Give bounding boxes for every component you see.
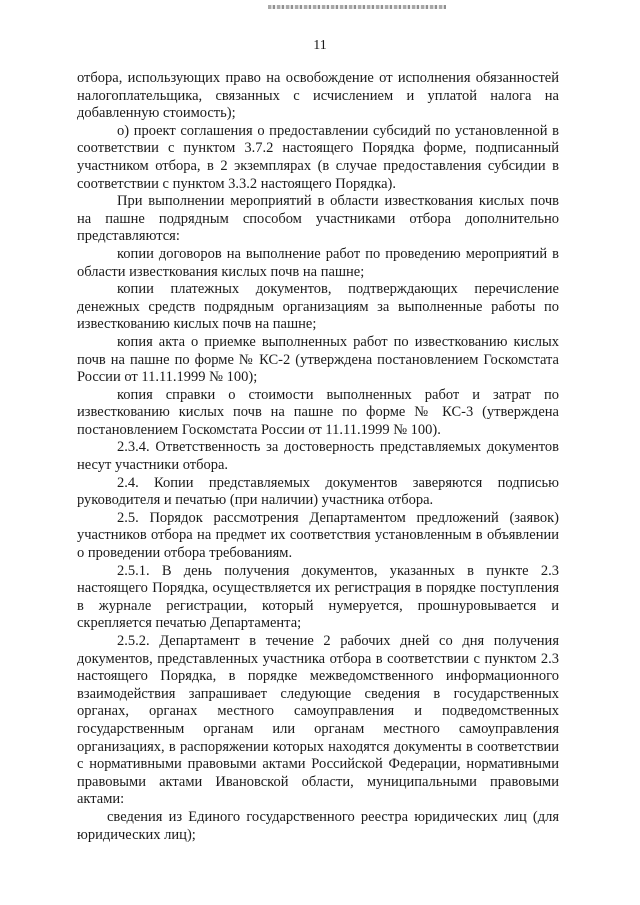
scan-artifact-header-line [268,5,446,9]
page-number: 11 [313,38,327,53]
paragraph: копии договоров на выполнение работ по проведению мероприятий в области известкования кислых почв на пашне; [77,245,559,280]
paragraph: 2.5.2. Департамент в течение 2 рабочих дней со дня получения документов, представленных участника отбора в соответствии с пунктом 2.3 настоящего Порядка, в порядке межведомственного информационного взаимодействия запрашивает следующие сведения в государственных органах, органах местного самоуправления и подведомственных государственным органам или органам местного самоуправления организациях, в распоряжении которых находятся документы в соответствии с нормативными правовыми актами Российской Федерации, нормативными правовыми актами Ивановской области, муниципальными правовыми актами: [77,633,559,808]
paragraph: При выполнении мероприятий в области известкования кислых почв на пашне подрядным способом участниками отбора дополнительно представляются: [77,193,559,245]
paragraph: 2.5.1. В день получения документов, указанных в пункте 2.3 настоящего Порядка, осуществляется их регистрация в порядке поступления в журнале регистрации, который нумеруется, прошнуровывается и скрепляется печатью Департамента; [77,562,559,632]
document-body [77,70,559,844]
paragraph: сведения из Единого государственного реестра юридических лиц (для юридических лиц); [77,808,559,843]
paragraph: 2.5. Порядок рассмотрения Департаментом предложений (заявок) участников отбора на предмет их соответствия установленным в объявлении о проведении отбора требованиям. [77,509,559,562]
paragraph: о) проект соглашения о предоставлении субсидий по установленной в соответствии с пунктом 3.7.2 настоящего Порядка форме, подписанный участником отбора, в 2 экземплярах (в случае предоставления субсидии в соответствии с пунктом 3.3.2 настоящего Порядка). [77,122,559,192]
paragraph: 2.4. Копии представляемых документов заверяются подписью руководителя и печатью (при наличии) участника отбора. [77,474,559,509]
paragraph: отбора, использующих право на освобождение от исполнения обязанностей налогоплательщика, связанных с исчислением и уплатой налога на добавленную стоимость); [77,70,559,122]
paragraph: копия справки о стоимости выполненных работ и затрат по известкованию кислых почв на пашне по форме № КС-3 (утверждена постановлением Госкомстата России от 11.11.1999 № 100). [77,386,559,438]
paragraph: 2.3.4. Ответственность за достоверность представляемых документов несут участники отбора. [77,439,559,474]
paragraph: копия акта о приемке выполненных работ по известкованию кислых почв на пашне по форме № КС-2 (утверждена постановлением Госкомстата России от 11.11.1999 № 100); [77,333,559,386]
paragraph: копии платежных документов, подтверждающих перечисление денежных средств подрядным организациям за выполненные работы по известкованию кислых почв на пашне; [77,281,559,333]
